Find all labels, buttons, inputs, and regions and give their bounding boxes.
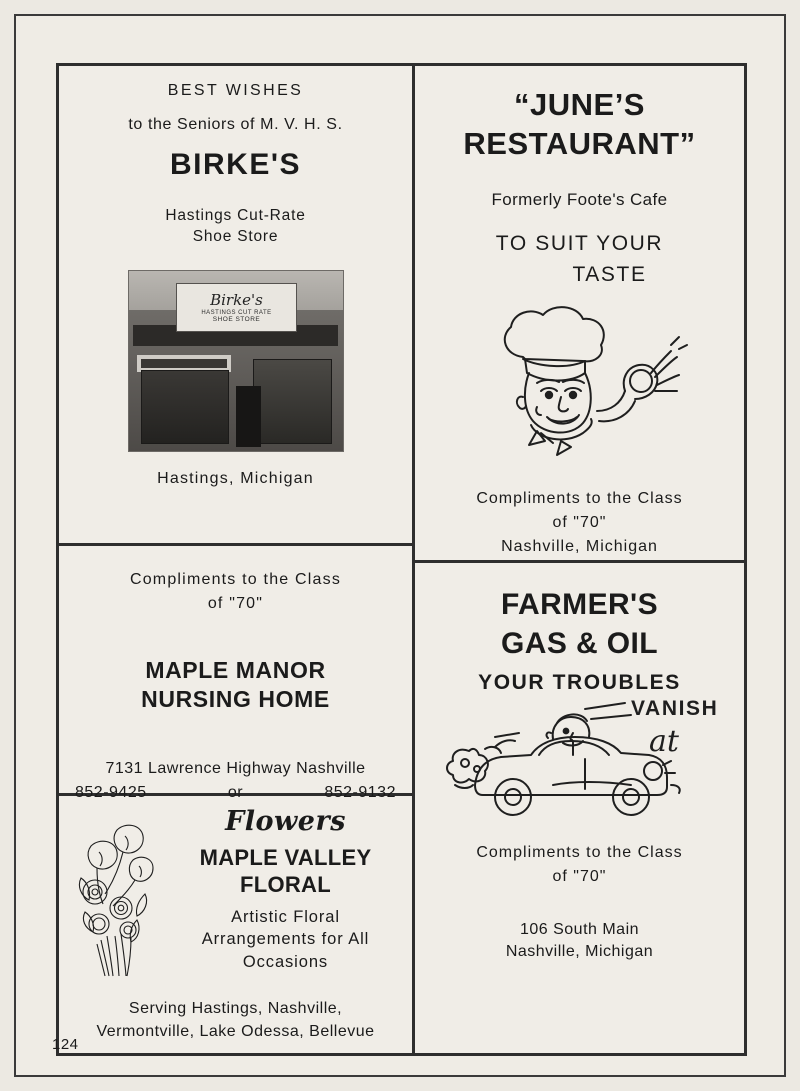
maple-manor-address: 7131 Lawrence Highway Nashville [105,759,366,777]
junes-compliments-line2: of "70" [552,513,607,531]
floral-serving-line1: Serving Hastings, Nashville, [128,1000,343,1018]
junes-compliments [427,487,732,559]
maple-manor-name-line2: NURSING HOME [141,685,330,712]
junes-slogan-line2: TASTE [572,263,647,286]
junes-formerly-line: Formerly Foote's Cafe [491,189,668,209]
floral-script-word: Flowers [225,806,346,838]
photo-door [236,386,262,447]
floral-name-line2: FLORAL [239,871,331,897]
chef-icon [465,293,695,473]
ad-farmers-gas-oil [415,563,744,1053]
maple-manor-name-line1: MAPLE MANOR [145,657,326,684]
maple-manor-compliments [71,568,400,616]
junes-business-name [427,86,732,164]
farmers-address-line1: 106 South Main [519,921,640,938]
photo-window-right [253,359,332,444]
ad-birkes [59,66,412,546]
floral-bouquet-illustration [71,806,167,986]
birkes-best-wishes: BEST WISHES [167,82,304,99]
farmers-compliments [427,841,732,889]
floral-text-block [167,806,400,973]
farmers-business-name [427,585,732,663]
junes-name-line1: “JUNE’S [514,87,645,122]
birkes-business-name: BIRKE'S [170,148,301,181]
farmers-compliments-line1: Compliments to the Class [476,844,683,861]
ad-junes-restaurant [415,66,744,563]
right-column [415,66,744,1053]
floral-desc-line2: Arrangements for All [201,930,370,949]
ad-maple-manor [59,546,412,801]
junes-slogan [427,228,732,291]
farmers-compliments-line2: of "70" [552,868,607,885]
junes-name-line2: RESTAURANT” [463,125,696,161]
photo-sign-line1: HASTINGS CUT RATE [201,309,272,316]
farmers-slogan-line1: YOUR TROUBLES [478,671,681,694]
birkes-seniors-line: to the Seniors of M. V. H. S. [128,116,343,133]
maple-manor-compliments-line1: Compliments to the Class [129,571,342,589]
birkes-city: Hastings, Michigan [157,469,314,487]
maple-manor-phone-2: 852-9132 [324,783,396,801]
farmers-address [427,919,732,964]
junes-slogan-line1: TO SUIT YOUR [495,231,664,255]
floral-top-row [71,806,400,986]
floral-desc-line3: Occasions [242,952,329,971]
page-border [14,14,786,1077]
car-illustration-wrap [427,689,732,829]
birkes-subtitle [71,206,400,248]
junes-city: Nashville, Michigan [501,537,658,555]
birkes-subtitle-line2: Shoe Store [192,227,279,245]
floral-desc-line1: Artistic Floral [231,908,340,926]
chef-illustration-wrap [427,293,732,473]
left-column [59,66,415,1053]
floral-serving-area [71,998,400,1043]
svg-text:at: at [648,724,679,759]
photo-window-left [141,370,229,444]
floral-serving-line2: Vermontville, Lake Odessa, Bellevue [96,1022,375,1040]
ad-maple-valley-floral [59,796,412,1053]
maple-manor-compliments-line2: of "70" [207,595,264,613]
junes-compliments-line1: Compliments to the Class [476,489,683,507]
birkes-storefront-photo [128,270,344,452]
photo-store-sign [176,283,298,332]
maple-manor-phone-or: or [227,783,244,801]
svg-text:VANISH: VANISH [630,697,718,720]
floral-description [171,906,400,973]
birkes-subtitle-line1: Hastings Cut-Rate [165,207,306,224]
photo-sign-line2: SHOE STORE [212,315,261,323]
farmers-address-line2: Nashville, Michigan [505,943,654,961]
photo-sign-name: Birke's [210,290,263,309]
maple-manor-phone-1: 852-9425 [75,783,147,801]
birkes-photo-wrap [71,270,400,452]
advertisement-grid [56,63,747,1056]
maple-manor-business-name [71,656,400,714]
photo-sign-band-inner [141,359,227,368]
page-number: 124 [52,1036,79,1053]
farmers-name-line1: FARMER'S [500,588,658,621]
floral-business-name [171,845,400,898]
floral-name-line1: MAPLE VALLEY [199,845,372,871]
car-icon [435,689,725,829]
farmers-name-line2: GAS & OIL [501,627,658,660]
